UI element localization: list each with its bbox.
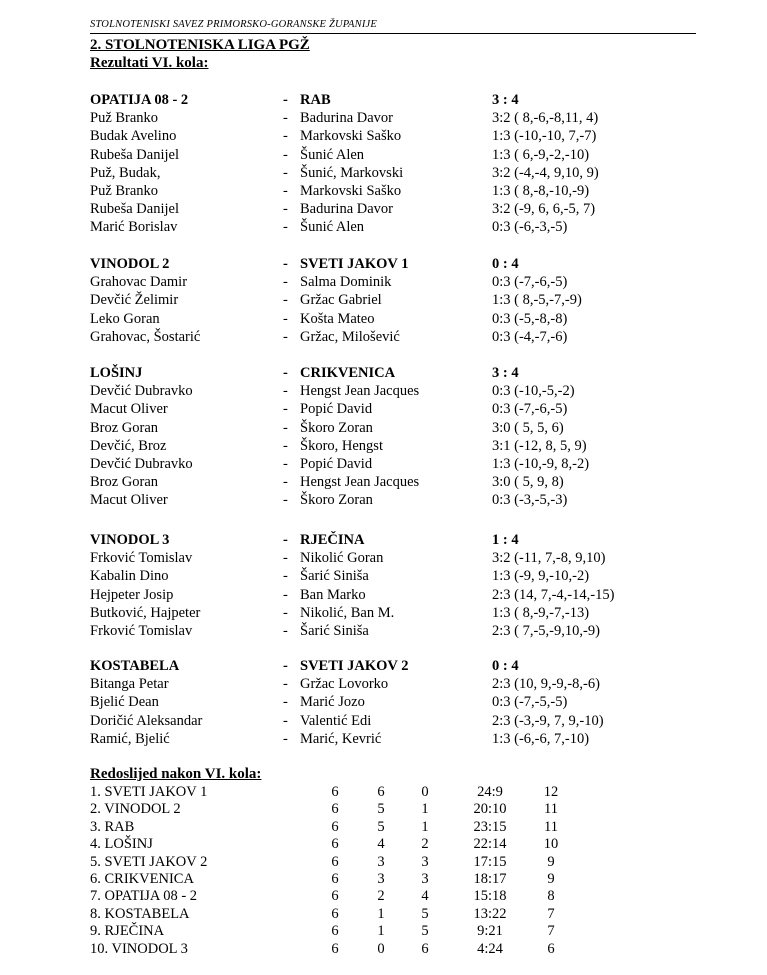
standings-row [0,871,767,888]
matches-lost: 3 [421,853,429,870]
standings-row [0,888,767,905]
sets-ratio: 17:15 [473,853,507,870]
home-player: Bitanga Petar [90,676,169,693]
home-team: OPATIJA 08 - 2 [90,92,189,108]
game-row [0,218,767,236]
game-row [0,146,767,164]
home-player: Puž, Budak, [90,164,161,181]
matches-played: 6 [331,818,339,835]
team-name: 9. RJEČINA [90,923,165,940]
points: 9 [547,870,555,887]
game-row [0,419,767,437]
separator: - [283,401,288,418]
matches-lost: 1 [421,801,429,818]
game-result: 0:3 (-7,-6,-5) [492,274,568,291]
away-player: Markovski Saško [300,182,402,199]
matches-won: 5 [377,818,385,835]
game-row [0,567,767,585]
sets-ratio: 24:9 [477,784,503,800]
matches-played: 6 [331,870,339,887]
away-player: Popić David [300,455,373,472]
game-result: 0:3 (-3,-5,-3) [492,492,568,509]
standings-row [0,819,767,836]
matches-won: 6 [377,784,385,800]
separator: - [283,532,288,548]
game-result: 0:3 (-6,-3,-5) [492,219,568,236]
matches-lost: 0 [421,784,429,800]
game-row [0,586,767,604]
home-player: Rubeša Danijel [90,146,179,163]
away-player: Valentić Edi [300,712,372,729]
points: 12 [543,784,559,800]
sets-ratio: 23:15 [473,818,507,835]
game-result: 2:3 (-3,-9, 7, 9,-10) [492,712,604,729]
home-player: Budak Avelino [90,128,177,145]
away-player: Šunić Alen [300,146,365,163]
round-results-title: Rezultati VI. kola: [90,55,209,71]
standings-row [0,906,767,923]
game-row [0,291,767,309]
game-row [0,675,767,693]
game-result: 2:3 (10, 9,-9,-8,-6) [492,676,600,693]
team-name: 3. RAB [90,818,135,835]
away-player: Marić Jozo [300,694,365,711]
match-header-row [0,364,767,382]
separator: - [283,455,288,472]
away-team: SVETI JAKOV 1 [300,256,409,272]
separator: - [283,604,288,621]
home-team: KOSTABELA [90,658,180,674]
game-row [0,693,767,711]
sets-ratio: 18:17 [473,870,507,887]
separator: - [283,694,288,711]
game-row [0,604,767,622]
separator: - [283,292,288,309]
home-player: Ramić, Bjelić [90,730,170,747]
away-player: Gržac Lovorko [300,676,389,693]
separator: - [283,730,288,747]
game-row [0,730,767,748]
standings-row [0,784,767,801]
home-team: VINODOL 3 [90,532,170,548]
away-player: Škoro, Hengst [300,437,383,454]
sets-ratio: 4:24 [477,940,503,957]
game-result: 1:3 ( 8,-8,-10,-9) [492,182,590,199]
matches-lost: 2 [421,836,429,853]
team-name: 1. SVETI JAKOV 1 [90,784,208,800]
sets-ratio: 20:10 [473,801,507,818]
game-result: 2:3 (14, 7,-4,-14,-15) [492,586,615,603]
game-result: 3:2 (-4,-4, 9,10, 9) [492,164,599,181]
team-name: 7. OPATIJA 08 - 2 [90,888,198,905]
points: 10 [543,836,559,853]
points: 6 [547,940,555,957]
match-header-row [0,255,767,273]
separator: - [283,550,288,567]
home-player: Marić Borislav [90,219,178,236]
points: 7 [547,905,555,922]
game-row [0,455,767,473]
match-block [0,364,767,510]
game-result: 2:3 ( 7,-5,-9,10,-9) [492,622,600,639]
matches-lost: 5 [421,923,429,940]
game-result: 0:3 (-4,-7,-6) [492,328,568,345]
matches-won: 4 [377,836,385,853]
separator: - [283,474,288,491]
game-row [0,712,767,730]
standings-row [0,836,767,853]
team-name: 10. VINODOL 3 [90,940,188,957]
home-player: Grahovac, Šostarić [90,328,201,345]
matches-won: 2 [377,888,385,905]
home-player: Frković Tomislav [90,550,193,567]
away-player: Šunić, Markovski [300,164,404,181]
away-player: Košta Mateo [300,310,375,327]
game-result: 0:3 (-10,-5,-2) [492,383,575,400]
away-player: Nikolić, Ban M. [300,604,395,621]
game-row [0,328,767,346]
sets-ratio: 22:14 [473,836,507,853]
home-player: Leko Goran [90,310,160,327]
matches-played: 6 [331,923,339,940]
home-player: Butković, Hajpeter [90,604,201,621]
away-team: RJEČINA [300,532,365,548]
separator: - [283,383,288,400]
away-player: Ban Marko [300,586,366,603]
team-name: 2. VINODOL 2 [90,801,181,818]
game-row [0,200,767,218]
home-player: Broz Goran [90,474,159,491]
team-name: 6. CRIKVENICA [90,870,194,887]
sets-ratio: 15:18 [473,888,507,905]
separator: - [283,92,288,108]
game-result: 3:2 (-9, 6, 6,-5, 7) [492,201,596,218]
matches-won: 3 [377,853,385,870]
matches-won: 1 [377,905,385,922]
away-team: SVETI JAKOV 2 [300,658,409,674]
standings-row [0,801,767,818]
separator: - [283,419,288,436]
match-score: 0 : 4 [492,256,519,272]
match-block [0,91,767,237]
game-result: 1:3 ( 6,-9,-2,-10) [492,146,590,163]
match-header-row [0,657,767,675]
home-player: Puž Branko [90,110,159,127]
separator: - [283,128,288,145]
separator: - [283,256,288,272]
game-result: 0:3 (-7,-5,-5) [492,694,568,711]
separator: - [283,274,288,291]
away-player: Škoro Zoran [300,419,373,436]
game-result: 3:0 ( 5, 9, 8) [492,474,564,491]
matches-won: 3 [377,870,385,887]
home-player: Kabalin Dino [90,568,169,585]
matches-played: 6 [331,784,339,800]
home-player: Devčić Dubravko [90,383,193,400]
game-row [0,437,767,455]
game-result: 0:3 (-7,-6,-5) [492,401,568,418]
team-name: 4. LOŠINJ [90,836,153,853]
away-team: CRIKVENICA [300,365,396,381]
away-player: Popić David [300,401,373,418]
matches-played: 6 [331,801,339,818]
matches-played: 6 [331,940,339,957]
sets-ratio: 13:22 [473,905,507,922]
matches-lost: 6 [421,940,429,957]
separator: - [283,622,288,639]
separator: - [283,586,288,603]
match-score: 0 : 4 [492,658,519,674]
match-block [0,657,767,748]
sets-ratio: 9:21 [477,923,503,940]
home-player: Puž Branko [90,182,159,199]
home-player: Macut Oliver [90,401,168,418]
home-player: Grahovac Damir [90,274,188,291]
points: 9 [547,853,555,870]
game-result: 0:3 (-5,-8,-8) [492,310,568,327]
game-result: 1:3 (-9, 9,-10,-2) [492,568,590,585]
points: 8 [547,888,555,905]
match-score: 1 : 4 [492,532,519,548]
separator: - [283,146,288,163]
home-team: VINODOL 2 [90,256,170,272]
game-row [0,273,767,291]
game-row [0,622,767,640]
home-team: LOŠINJ [90,365,143,381]
standings-title: Redoslijed nakon VI. kola: [90,766,262,782]
separator: - [283,328,288,345]
home-player: Macut Oliver [90,492,168,509]
separator: - [283,712,288,729]
game-result: 1:3 ( 8,-9,-7,-13) [492,604,590,621]
home-player: Frković Tomislav [90,622,193,639]
separator: - [283,676,288,693]
away-player: Šarić Siniša [300,622,369,639]
separator: - [283,110,288,127]
home-player: Hejpeter Josip [90,586,174,603]
game-row [0,310,767,328]
game-row [0,400,767,418]
matches-lost: 4 [421,888,429,905]
standings-table [0,784,767,958]
game-row [0,182,767,200]
matches-won: 1 [377,923,385,940]
standings-row [0,923,767,940]
match-score: 3 : 4 [492,92,519,108]
matches-won: 0 [377,940,385,957]
away-player: Badurina Davor [300,110,394,127]
document-header: STOLNOTENISKI SAVEZ PRIMORSKO-GORANSKE ŽUPANIJE [90,18,696,34]
standings-row [0,854,767,871]
separator: - [283,437,288,454]
away-player: Šunić Alen [300,219,365,236]
separator: - [283,219,288,236]
away-player: Hengst Jean Jacques [300,474,420,491]
points: 11 [544,818,558,835]
home-player: Doričić Aleksandar [90,712,203,729]
matches-lost: 5 [421,905,429,922]
game-row [0,109,767,127]
away-player: Gržac, Milošević [300,328,400,345]
game-result: 3:0 ( 5, 5, 6) [492,419,564,436]
away-player: Nikolić Goran [300,550,384,567]
game-result: 1:3 (-6,-6, 7,-10) [492,730,590,747]
separator: - [283,201,288,218]
game-result: 3:2 (-11, 7,-8, 9,10) [492,550,606,567]
team-name: 5. SVETI JAKOV 2 [90,853,208,870]
matches-played: 6 [331,853,339,870]
game-row [0,473,767,491]
separator: - [283,365,288,381]
matches-played: 6 [331,905,339,922]
home-player: Rubeša Danijel [90,201,179,218]
away-player: Škoro Zoran [300,492,373,509]
away-team: RAB [300,92,331,108]
team-name: 8. KOSTABELA [90,905,190,922]
separator: - [283,658,288,674]
away-player: Markovski Saško [300,128,402,145]
matches-played: 6 [331,888,339,905]
away-player: Badurina Davor [300,201,394,218]
league-title: 2. STOLNOTENISKA LIGA PGŽ [90,37,310,53]
game-result: 1:3 (-10,-10, 7,-7) [492,128,597,145]
matches-lost: 3 [421,870,429,887]
game-result: 3:1 (-12, 8, 5, 9) [492,437,587,454]
away-player: Hengst Jean Jacques [300,383,420,400]
game-row [0,382,767,400]
away-player: Gržac Gabriel [300,292,382,309]
game-row [0,549,767,567]
points: 7 [547,923,555,940]
game-row [0,164,767,182]
away-player: Marić, Kevrić [300,730,382,747]
home-player: Broz Goran [90,419,159,436]
separator: - [283,310,288,327]
matches-won: 5 [377,801,385,818]
separator: - [283,492,288,509]
match-header-row [0,531,767,549]
home-player: Devčić, Broz [90,437,167,454]
home-player: Bjelić Dean [90,694,159,711]
match-score: 3 : 4 [492,365,519,381]
standings-row [0,941,767,958]
matches-lost: 1 [421,818,429,835]
matches-played: 6 [331,836,339,853]
game-result: 3:2 ( 8,-6,-8,11, 4) [492,110,599,127]
match-header-row [0,91,767,109]
game-result: 1:3 ( 8,-5,-7,-9) [492,292,582,309]
home-player: Devčić Dubravko [90,455,193,472]
home-player: Devčić Želimir [90,292,179,309]
separator: - [283,568,288,585]
game-row [0,127,767,145]
game-result: 1:3 (-10,-9, 8,-2) [492,455,590,472]
game-row [0,491,767,509]
match-block [0,531,767,640]
match-block [0,255,767,346]
separator: - [283,164,288,181]
points: 11 [544,801,558,818]
away-player: Salma Dominik [300,274,392,291]
separator: - [283,182,288,199]
away-player: Šarić Siniša [300,568,369,585]
